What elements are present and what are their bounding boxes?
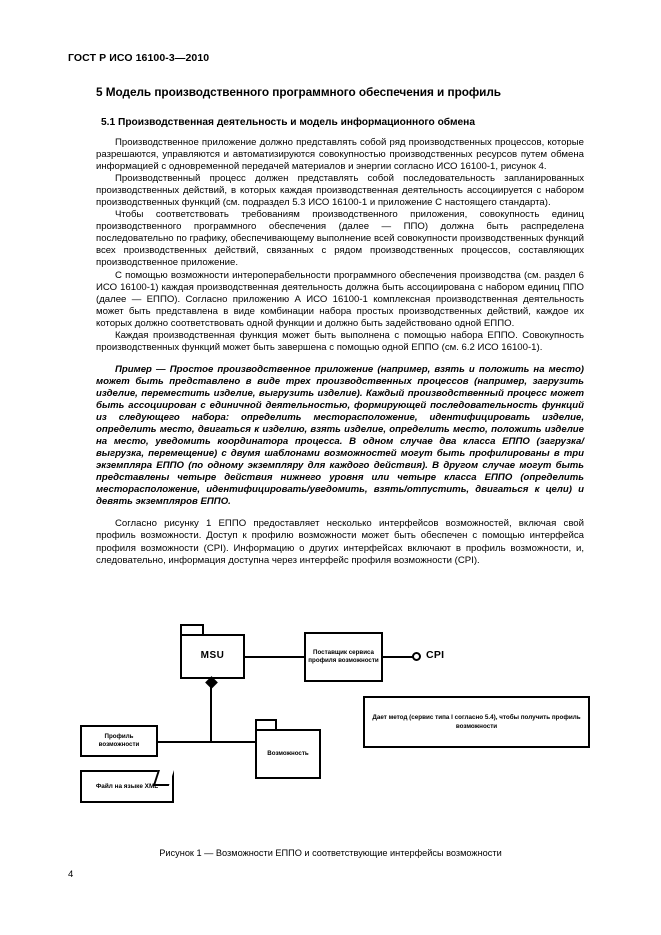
msu-vertical-connector xyxy=(210,686,212,742)
provider-cpi-connector xyxy=(381,656,413,658)
body-paragraph: С помощью возможности интероперабельности программного обеспечения производства (см. раздел 6 ИСО 16100-1) каждая производственная деятельность должна быть ассоциирована с набором единиц ППО (далее — ЕППО). Согласно приложению А ИСО 16100-1 комплексная производственная деятельность может быть представлена в виде комбинации набора простых производственных действий, каждое их которых должно соответствовать одной функции и должно быть задействовано одной ЕППО. xyxy=(96,269,584,329)
subsection-title: 5.1 Производственная деятельность и модель информационного обмена xyxy=(101,117,475,128)
body-paragraph: Производственное приложение должно представлять собой ряд производственных процессов, которые разрешаются, управляются и автоматизируются совокупностью производственных ресурсов путем обмена информацией с одновременной передачей материалов и энергии согласно ИСО 16100-1, рисунок 4. xyxy=(96,137,584,173)
note-box xyxy=(363,696,590,748)
provider-box xyxy=(304,632,383,682)
running-head: ГОСТ Р ИСО 16100-3—2010 xyxy=(68,52,210,64)
msu-label: MSU xyxy=(200,650,225,662)
provider-box-label: Поставщик сервиса профиля возможности xyxy=(308,648,379,664)
figure-caption: Рисунок 1 — Возможности ЕППО и соответствующие интерфейсы возможности xyxy=(159,848,502,858)
capability-box xyxy=(255,729,321,779)
body-paragraph: Производственный процесс должен представлять собой последовательность запланированных производственных действий, в которых каждая производственная деятельность ассоциируется с набором производственных функций (см. подраздел 5.3 ИСО 16100-1 и приложение С настоящего стандарта). xyxy=(96,173,584,209)
example-paragraph: Пример — Простое производственное приложение (например, взять и положить на место) может быть представлено в виде трех производственных процессов (например, загрузить изделие, переместить изделие, выгрузить изделие). Каждый производственный процесс может быть ассоциирован с единичной деятельностью, формирующей последовательность функций из следующего набора: определить месторасположение, идентифицировать изделие, определить место, двигаться к изделию, взять изделие, определить место, положить изделие на место, уведомить координатора процесса. В одном случае два класса ЕППО (загрузка/выгрузка, перемещение) с двумя шаблонами возможностей могут быть профилированы в три экземпляра ЕППО (по одному экземпляру для каждого действия). В другом случае могут быть представлены четыре действия нижнего уровня или четыре класса ЕППО (определить месторасположение, идентифицировать/уведомить, взять/отпустить, двигаться к цели) и девять экземпляров ЕППО. xyxy=(96,363,584,508)
body-paragraph: Каждая производственная функция может быть выполнена с помощью набора ЕППО. Совокупность производственных функций может быть завершена с помощью одной ЕППО (см. 6.2 ИСО 16100-1). xyxy=(96,329,584,353)
section-title: 5 Модель производственного программного обеспечения и профиль xyxy=(96,85,501,99)
msu-package-box xyxy=(180,634,245,679)
capability-box-label: Возможность xyxy=(267,749,309,757)
msu-provider-connector xyxy=(243,656,306,658)
page-content xyxy=(96,85,584,567)
xml-file-label: Файл на языке XML xyxy=(95,783,159,790)
cpi-interface-circle xyxy=(412,652,421,661)
figure-1-diagram xyxy=(80,624,590,824)
profile-box xyxy=(80,725,158,757)
cpi-label: CPI xyxy=(426,649,445,661)
capability-package-tab xyxy=(255,719,277,729)
body-paragraph: Чтобы соответствовать требованиям производственного приложения, совокупность единиц производственного программного обеспечения (далее — ППО) должна быть распределена последовательно по графику, обеспечивающему выполнение всей совокупности производственных функций всех производственных действий, связанных с рядом производственных процессов, составляющих производственное приложение. xyxy=(96,209,584,269)
page-number: 4 xyxy=(68,869,74,880)
xml-file-shape xyxy=(80,770,174,803)
msu-package-tab xyxy=(180,624,204,634)
note-box-label: Дает метод (сервис типа I согласно 5.4), чтобы получить профиль возможности xyxy=(372,714,581,730)
profile-box-label: Профиль возможности xyxy=(98,732,140,748)
closing-paragraph: Согласно рисунку 1 ЕППО предоставляет несколько интерфейсов возможностей, включая свой профиль возможности. Доступ к профилю возможности может быть обеспечен с помощью интерфейса профиля возможности (CPI). Информацию о других интерфейсах включают в профиль возможности, и, следовательно, информация доступна через интерфейс профиля возможности (CPI). xyxy=(96,518,584,566)
